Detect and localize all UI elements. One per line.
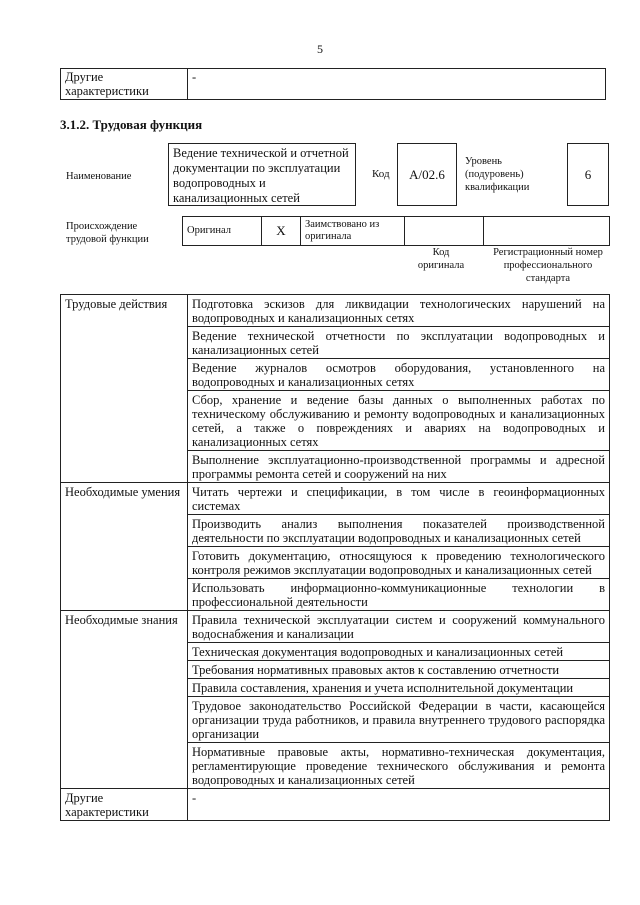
table-cell: Ведение технической отчетности по эксплуатации водопроводных и канализационных сетей <box>188 327 610 359</box>
table-cell: Производить анализ выполнения показателей производственной деятельности по эксплуатации водопроводных и канализационных сетей <box>188 515 610 547</box>
row-category: Необходимые знания <box>61 611 188 789</box>
origin-table <box>182 216 610 246</box>
table-cell: Ведение журналов осмотров оборудования, установленного на водопроводных и канализационных сетях <box>188 359 610 391</box>
table-cell: - <box>188 789 610 821</box>
qualification-level: 6 <box>567 143 609 206</box>
table-cell: Правила технической эксплуатации систем и сооружений коммунального водоснабжения и канализации <box>188 611 610 643</box>
other-characteristics-value: - <box>188 69 606 100</box>
origin-original: Оригинал <box>183 217 262 246</box>
row-category: Трудовые действия <box>61 295 188 483</box>
function-name: Ведение технической и отчетной документации по эксплуатации водопроводных и канализационных сетей <box>168 143 356 206</box>
row-category: Необходимые умения <box>61 483 188 611</box>
other-characteristics-table <box>60 68 606 100</box>
reg-caption: Регистрационный номер профессионального стандарта <box>493 247 603 284</box>
table-cell: Читать чертежи и спецификации, в том числе в геоинформационных системах <box>188 483 610 515</box>
origin-code-cell <box>405 217 484 246</box>
table-cell: Техническая документация водопроводных и канализационных сетей <box>188 643 610 661</box>
table-cell: Использовать информационно-коммуникационные технологии в профессиональной деятельности <box>188 579 610 611</box>
level-label: Уровень (подуровень) квалификации <box>465 156 530 193</box>
table-cell: Сбор, хранение и ведение базы данных о выполненных работах по техническому обслуживанию и ремонту водопроводных и канализационных сетей, а также о повреждениях и авариях на водопроводных и канализационных сетях <box>188 391 610 451</box>
table-row <box>61 483 610 515</box>
origin-label: Происхождение трудовой функции <box>66 221 149 245</box>
table-cell: Нормативные правовые акты, нормативно-техническая документация, регламентирующие проведение технического обслуживания и ремонта водопроводных и канализационных сетей <box>188 743 610 789</box>
code-caption: Код оригинала <box>417 247 465 271</box>
table-row <box>61 611 610 643</box>
code-label: Код <box>372 168 390 180</box>
row-category: Другие характеристики <box>61 789 188 821</box>
table-cell: Готовить документацию, относящуюся к проведению технологического контроля режимов эксплуатации водопроводных и канализационных сетей <box>188 547 610 579</box>
function-details-table <box>60 294 610 821</box>
table-cell: Подготовка эскизов для ликвидации технологических нарушений на водопроводных и канализационных сетях <box>188 295 610 327</box>
section-title: 3.1.2. Трудовая функция <box>60 117 203 132</box>
origin-reg-cell <box>484 217 610 246</box>
name-label: Наименование <box>66 171 132 182</box>
table-cell: Трудовое законодательство Российской Федерации в части, касающейся организации труда работников, и правила внутреннего трудового распорядка организации <box>188 697 610 743</box>
page-number: 5 <box>317 42 323 56</box>
origin-borrowed: Заимствовано из оригинала <box>301 217 405 246</box>
function-code: A/02.6 <box>397 143 457 206</box>
table-row <box>61 295 610 327</box>
table-cell: Требования нормативных правовых актов к составлению отчетности <box>188 661 610 679</box>
table-cell: Выполнение эксплуатационно-производственной программы и адресной программы ремонта сетей и сооружений на них <box>188 451 610 483</box>
origin-mark: X <box>262 217 301 246</box>
table-cell: Правила составления, хранения и учета исполнительной документации <box>188 679 610 697</box>
table-row <box>61 789 610 821</box>
other-characteristics-label: Другие характеристики <box>61 69 188 100</box>
